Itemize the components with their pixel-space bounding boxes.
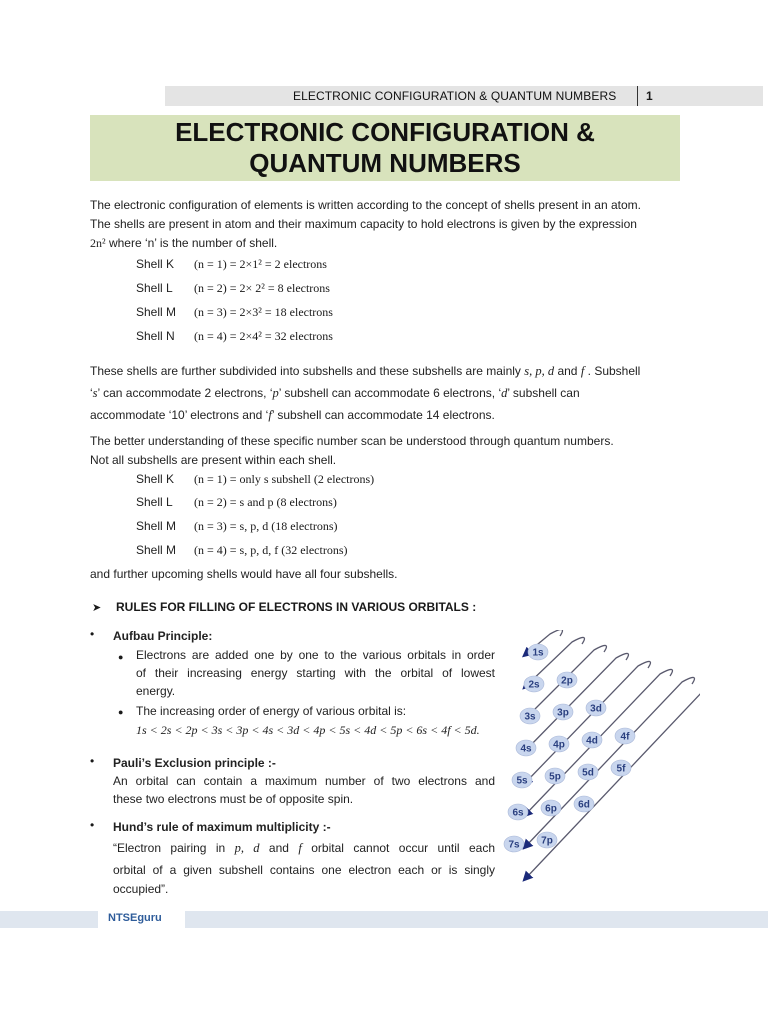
svg-text:5f: 5f	[616, 763, 626, 775]
svg-text:6d: 6d	[578, 799, 590, 811]
text: orbital cannot occur until each	[301, 841, 496, 855]
orbital-7s	[504, 836, 524, 852]
energy-order: 1s < 2s < 2p < 3s < 3p < 4s < 3d < 4p < 5s < 4d < 5p < 6s < 4f < 5d.	[136, 723, 480, 737]
rules-heading: RULES FOR FILLING OF ELECTRONS IN VARIOUS ORBITALS :	[116, 600, 477, 614]
svg-text:6s: 6s	[512, 807, 524, 819]
text: An orbital can contain a maximum number of two electrons and	[113, 774, 495, 788]
orbital-3s	[520, 708, 540, 724]
svg-text:1s: 1s	[532, 647, 544, 659]
svg-text:3s: 3s	[524, 711, 536, 723]
understanding-line-2: Not all subshells are present within each shell.	[90, 453, 337, 467]
svg-text:2s: 2s	[528, 679, 540, 691]
math: s, p, d	[524, 364, 555, 378]
intro-paragraph	[90, 196, 680, 253]
bullet-icon: •	[90, 818, 95, 832]
svg-text:5d: 5d	[582, 767, 594, 779]
math: f	[268, 408, 272, 422]
shell-label: Shell K	[136, 472, 175, 486]
math: p, d	[234, 841, 260, 855]
orbital-3p	[553, 704, 573, 720]
text: accommodate ‘10’ electrons and ‘	[90, 408, 269, 422]
orbital-1s	[528, 644, 548, 660]
pauli-section	[113, 754, 495, 808]
sub-bullet-icon: ●	[118, 652, 124, 662]
svg-text:4s: 4s	[520, 743, 532, 755]
diagonal-arrow	[526, 677, 694, 846]
orbital-6d	[574, 796, 594, 812]
aufbau-diagram	[500, 630, 700, 892]
orbital-4p	[549, 736, 569, 752]
text: Electrons are added one by one to the various orbitals in order	[136, 648, 495, 662]
shell-label: Shell K	[136, 257, 175, 271]
text: These shells are further subdivided into subshells and these subshells are mainly	[90, 364, 525, 378]
math: f	[298, 841, 302, 855]
subshell-formula: (n = 2) = s and p (8 electrons)	[194, 495, 337, 509]
orbital-5f	[611, 760, 631, 776]
subshell-formula: (n = 3) = s, p, d (18 electrons)	[194, 519, 338, 533]
bullet-icon: •	[90, 754, 95, 768]
intro-line-2: The shells are present in atom and their maximum capacity to hold electrons is given by the expression	[90, 217, 637, 231]
svg-text:4f: 4f	[620, 731, 630, 743]
shell-label: Shell N	[136, 329, 175, 343]
footer-bar-left	[0, 911, 98, 928]
sub-bullet-icon: ●	[118, 707, 124, 717]
svg-text:3d: 3d	[590, 703, 602, 715]
aufbau-point-2	[136, 702, 506, 740]
pauli-title: Pauli’s Exclusion principle :-	[113, 756, 276, 770]
text: ’ subshell can accommodate 6 electrons, ‘	[278, 386, 502, 400]
orbital-5s	[512, 772, 532, 788]
text: The increasing order of energy of various orbital is:	[136, 704, 407, 718]
text: these two electrons must be of opposite spin.	[113, 792, 354, 806]
text: ’ subshell can accommodate 14 electrons.	[271, 408, 495, 422]
orbital-6s	[508, 804, 528, 820]
further-text: and further upcoming shells would have all four subshells.	[90, 567, 398, 581]
math: f	[580, 364, 585, 378]
running-header-title: ELECTRONIC CONFIGURATION & QUANTUM NUMBERS	[293, 89, 617, 103]
orbital-3d	[586, 700, 606, 716]
text: orbital of a given subshell contains one electron each or is singly	[113, 863, 495, 877]
math: s	[92, 386, 98, 400]
aufbau-title: Aufbau Principle:	[113, 629, 213, 643]
svg-text:6p: 6p	[545, 803, 557, 815]
shell-label: Shell L	[136, 281, 173, 295]
orbital-7p	[537, 832, 557, 848]
subshell-line-2	[90, 382, 680, 404]
orbital-2s	[524, 676, 544, 692]
page-title-line-2: QUANTUM NUMBERS	[249, 148, 521, 178]
shell-label: Shell L	[136, 495, 173, 509]
svg-text:7p: 7p	[541, 835, 553, 847]
svg-text:2p: 2p	[561, 675, 573, 687]
text: and	[554, 364, 581, 378]
intro-expression: 2n²	[90, 236, 106, 250]
header-separator	[637, 86, 638, 106]
understanding-paragraph	[90, 432, 690, 470]
orbital-5p	[545, 768, 565, 784]
subshell-paragraph	[90, 360, 680, 426]
shell-label: Shell M	[136, 543, 177, 557]
svg-text:4p: 4p	[553, 739, 565, 751]
svg-text:7s: 7s	[508, 839, 520, 851]
text: ‘	[90, 386, 93, 400]
text: “Electron pairing in	[113, 841, 235, 855]
text: . Subshell	[584, 364, 641, 378]
subshell-formula: (n = 4) = s, p, d, f (32 electrons)	[194, 543, 348, 557]
hund-section	[113, 818, 495, 897]
intro-line-1: The electronic configuration of elements is written according to the concept of shells present in an atom.	[90, 198, 641, 212]
shell-label: Shell M	[136, 519, 177, 533]
shell-formula: (n = 2) = 2× 2² = 8 electrons	[194, 281, 330, 295]
intro-line-3-text: where ‘n’ is the number of shell.	[105, 236, 278, 250]
orbital-4f	[615, 728, 635, 744]
text: occupied”.	[113, 882, 169, 896]
shell-formula: (n = 3) = 2×3² = 18 electrons	[194, 305, 333, 319]
svg-text:4d: 4d	[586, 735, 598, 747]
orbital-2p	[557, 672, 577, 688]
math: p	[272, 386, 279, 400]
footer-bar-right	[185, 911, 768, 928]
subshell-line-1	[90, 360, 680, 382]
shell-formula: (n = 4) = 2×4² = 32 electrons	[194, 329, 333, 343]
shell-formula: (n = 1) = 2×1² = 2 electrons	[194, 257, 327, 271]
orbital-4d	[582, 732, 602, 748]
orbital-6p	[541, 800, 561, 816]
text: ’ subshell can	[507, 386, 580, 400]
svg-text:5p: 5p	[549, 771, 561, 783]
subshell-formula: (n = 1) = only s subshell (2 electrons)	[194, 472, 375, 486]
orbital-5d	[578, 764, 598, 780]
text: and	[259, 841, 299, 855]
footer-brand: NTSEguru	[108, 912, 162, 924]
text: ’ can accommodate 2 electrons, ‘	[97, 386, 273, 400]
orbital-4s	[516, 740, 536, 756]
intro-line-3	[90, 234, 680, 253]
subshell-line-3	[90, 404, 680, 426]
hund-line-1	[113, 837, 495, 859]
aufbau-point-1	[136, 646, 495, 700]
page-title-line-1: ELECTRONIC CONFIGURATION &	[175, 117, 595, 147]
bullet-icon: •	[90, 627, 95, 641]
svg-text:5s: 5s	[516, 775, 528, 787]
page-number: 1	[646, 89, 653, 103]
shell-label: Shell M	[136, 305, 177, 319]
svg-text:3p: 3p	[557, 707, 569, 719]
math: d	[501, 386, 508, 400]
text: of their increasing energy starting with the orbital of lowest	[136, 666, 495, 680]
understanding-line-1: The better understanding of these specific number scan be understood through quantum numbers.	[90, 434, 614, 448]
arrow-bullet-icon: ➤	[92, 602, 102, 614]
hund-title: Hund’s rule of maximum multiplicity :-	[113, 820, 331, 834]
page-title	[90, 117, 680, 179]
text: energy.	[136, 684, 176, 698]
